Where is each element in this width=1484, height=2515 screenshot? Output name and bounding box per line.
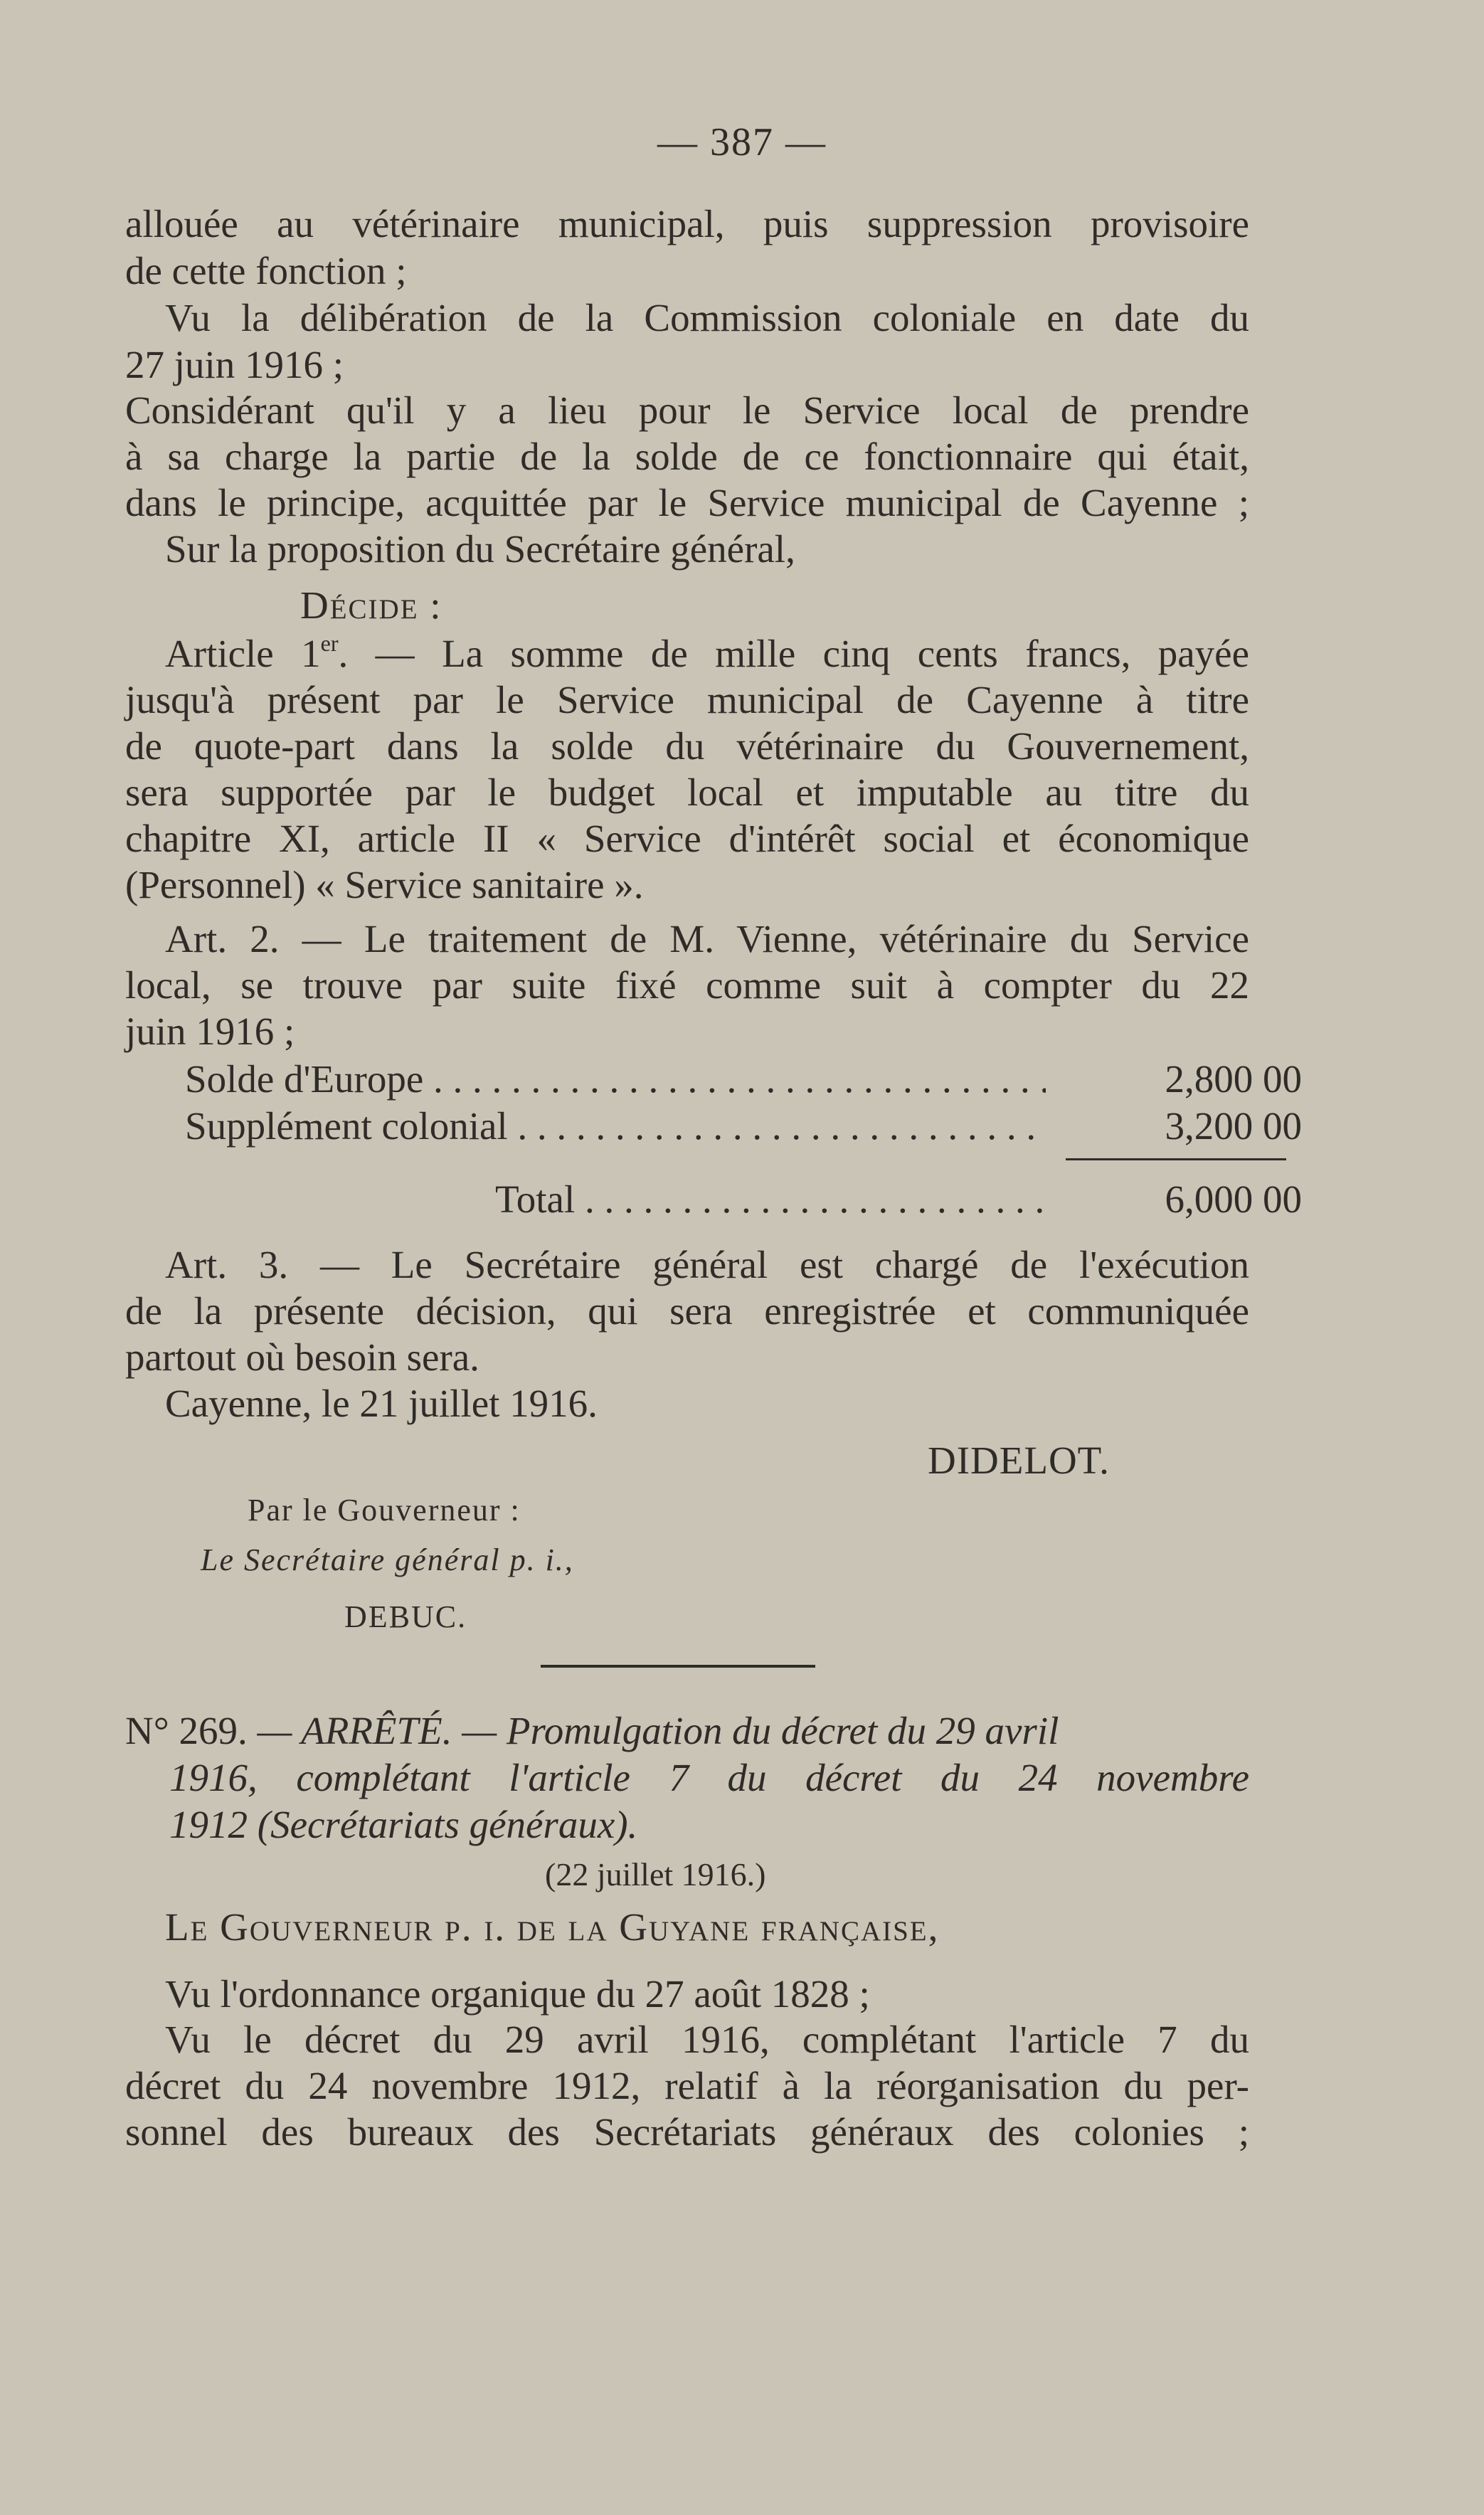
text-line: Vu la délibération de la Commission coloniale en date du [165, 296, 1249, 339]
text-line: sera supportée par le budget local et imputable au titre du [125, 771, 1249, 814]
text-line: 27 juin 1916 ; [125, 343, 344, 386]
text-line: à sa charge la partie de la solde de ce fonctionnaire qui était, [125, 435, 1249, 478]
sum-rule [1066, 1158, 1286, 1160]
article-1-label: Article 1 [165, 632, 321, 675]
decree-number: N° 269. [125, 1709, 248, 1752]
text-line: local, se trouve par suite fixé comme suit à compter du 22 [125, 963, 1249, 1007]
decree-date: (22 juillet 1916.) [545, 1856, 766, 1892]
text-line: dans le principe, acquittée par le Service municipal de Cayenne ; [125, 481, 1249, 524]
text-line: partout où besoin sera. [125, 1335, 479, 1379]
place-date: Cayenne, le 21 juillet 1916. [165, 1382, 598, 1425]
by-governor: Par le Gouverneur : [248, 1493, 521, 1527]
total-row [495, 1176, 1302, 1223]
secretary-title: Le Secrétaire général p. i., [201, 1542, 574, 1577]
text-line: juin 1916 ; [125, 1010, 295, 1053]
salary-row [185, 1103, 1302, 1150]
governor-line: Le Gouverneur p. i. de la Guyane française, [165, 1905, 940, 1949]
total-label: Total . . . [495, 1176, 1046, 1223]
text-line: Sur la proposition du Secrétaire général, [165, 527, 795, 571]
secretary-name: DEBUC. [344, 1599, 467, 1634]
salary-amount: 3,200 00 [1165, 1104, 1302, 1148]
salary-label: Supplément colonial . . . [185, 1103, 1046, 1150]
decide-heading: Décide : [300, 583, 442, 627]
text-line: de la présente décision, qui sera enregistrée et communiquée [125, 1289, 1249, 1333]
text-line: de cette fonction ; [125, 249, 407, 292]
text-line: Art. 3. — Le Secrétaire général est chargé de l'exécution [165, 1243, 1249, 1286]
text-line: allouée au vétérinaire municipal, puis suppression provisoire [125, 202, 1249, 245]
salary-label: Solde d'Europe . . . [185, 1056, 1046, 1103]
salary-amount: 2,800 00 [1165, 1057, 1302, 1101]
section-separator [541, 1665, 815, 1668]
article-1-text: . — La somme de mille cinq cents francs, payée [338, 632, 1250, 675]
decree-title: — ARRÊTÉ. — Promulgation du décret du 29 avril [257, 1709, 1059, 1752]
text-line: décret du 24 novembre 1912, relatif à la réorganisation du per- [125, 2064, 1249, 2107]
text-line: Vu le décret du 29 avril 1916, complétant l'article 7 du [165, 2018, 1249, 2061]
text-line: jusqu'à présent par le Service municipal de Cayenne à titre [125, 678, 1249, 721]
signatory: DIDELOT. [928, 1439, 1110, 1482]
text-line: de quote-part dans la solde du vétérinaire du Gouvernement, [125, 724, 1249, 768]
arrete-title-line-1 [125, 1707, 1249, 1754]
total-amount: 6,000 00 [1165, 1177, 1302, 1221]
text-line: Vu l'ordonnance organique du 27 août 1828 ; [165, 1972, 870, 2016]
text-line: Art. 2. — Le traitement de M. Vienne, vétérinaire du Service [165, 917, 1249, 960]
text-line: Considérant qu'il y a lieu pour le Service local de prendre [125, 388, 1249, 432]
text-line: sonnel des bureaux des Secrétariats généraux des colonies ; [125, 2110, 1249, 2154]
article-1-sup: er [320, 630, 339, 656]
page-number: — 387 — [657, 120, 827, 164]
text-line: chapitre XI, article II « Service d'intérêt social et économique [125, 817, 1249, 860]
arrete-title-line-2: 1916, complétant l'article 7 du décret du 24 novembre [169, 1756, 1249, 1799]
text-line: (Personnel) « Service sanitaire ». [125, 863, 644, 906]
salary-row [185, 1056, 1302, 1103]
arrete-title-line-3: 1912 (Secrétariats généraux). [169, 1803, 638, 1846]
article-1-first-line [125, 630, 1249, 677]
